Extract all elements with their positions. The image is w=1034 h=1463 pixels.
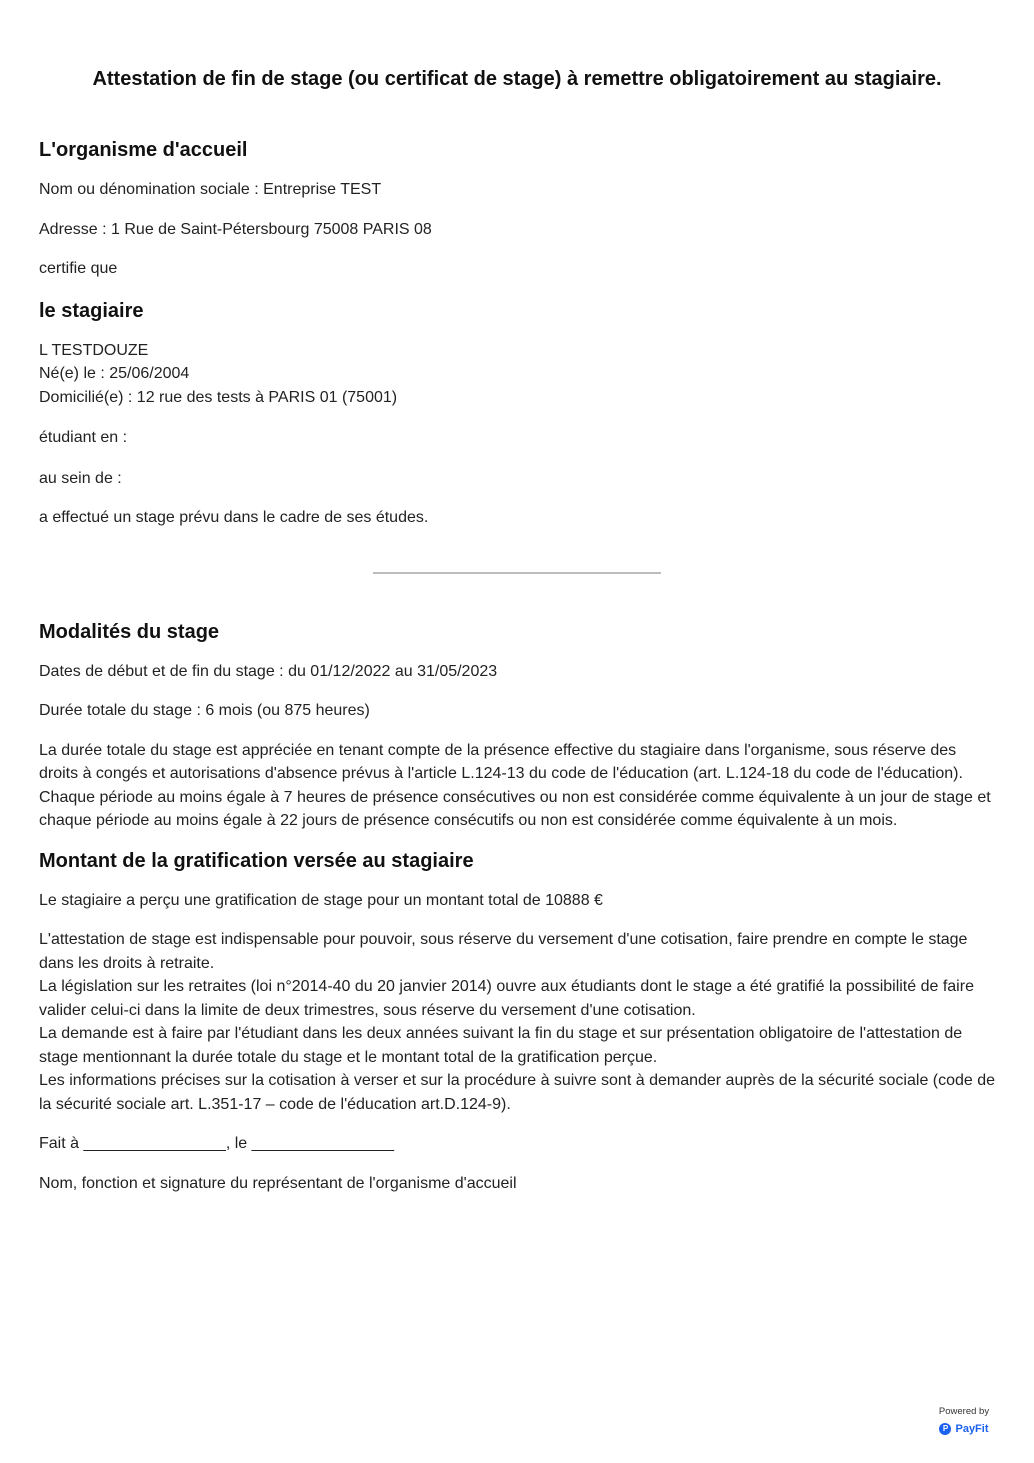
retraite-para-3: La demande est à faire par l'étudiant dans les deux années suivant la fin du stage et sur présentation obligatoire de l'attestation de stage mentionnant la durée totale du stage et le montant total de la gratification perçue. xyxy=(39,1025,963,1066)
gratification-heading: Montant de la gratification versée au stagiaire xyxy=(39,849,474,872)
stagiaire-section xyxy=(39,297,997,530)
organisme-adresse: Adresse : 1 Rue de Saint-Pétersbourg 75008 PARIS 08 xyxy=(39,220,432,238)
stagiaire-identity xyxy=(39,339,997,410)
organisme-section xyxy=(39,136,997,281)
retraite-para-1: L'attestation de stage est indispensable pour pouvoir, sous réserve du versement d'une cotisation, faire prendre en compte le stage dans les droits à retraite. xyxy=(39,931,968,972)
powered-by-label: Powered by xyxy=(938,1406,990,1417)
certifie-text: certifie que xyxy=(39,260,118,277)
document-title: Attestation de fin de stage (ou certificat de stage) à remettre obligatoirement au stagiaire. xyxy=(92,68,942,90)
retraite-para-2: La législation sur les retraites (loi n°2014-40 du 20 janvier 2014) ouvre aux étudiants dont le stage a été gratifié la possibilité de faire valider celui-ci dans la limite de deux trimestres, sous réserve du versement d'une cotisation. xyxy=(39,978,974,1019)
stagiaire-heading: le stagiaire xyxy=(39,299,144,322)
stage-dates: Dates de début et de fin du stage : du 01/12/2022 au 31/05/2023 xyxy=(39,662,498,680)
signature-section xyxy=(39,1132,997,1195)
section-divider xyxy=(373,572,661,574)
stage-duree: Durée totale du stage : 6 mois (ou 875 heures) xyxy=(39,702,370,719)
retraite-para-4: Les informations précises sur la cotisation à verser et sur la procédure à suivre sont à demander auprès de la sécurité sociale (code de la sécurité sociale art. L.351-17 – code de l'éducation art.D.124-9). xyxy=(39,1072,996,1113)
modalites-section xyxy=(39,618,997,833)
etudiant-en: étudiant en : xyxy=(39,429,128,446)
stage-effectue: a effectué un stage prévu dans le cadre de ses études. xyxy=(39,509,429,526)
organisme-heading: L'organisme d'accueil xyxy=(39,139,248,161)
payfit-logo xyxy=(939,1423,988,1435)
modalites-heading: Modalités du stage xyxy=(39,620,220,643)
organisme-nom: Nom ou dénomination sociale : Entreprise TEST xyxy=(39,181,382,198)
payfit-logo-icon: P xyxy=(939,1423,951,1435)
fait-a-line: Fait à ________________, le ________________ xyxy=(39,1135,394,1152)
stagiaire-birth: Né(e) le : 25/06/2004 xyxy=(39,365,190,382)
document-body xyxy=(39,136,997,1195)
stagiaire-address: Domicilié(e) : 12 rue des tests à PARIS 01 (75001) xyxy=(39,388,398,406)
gratification-section xyxy=(39,847,997,1117)
au-sein-de: au sein de : xyxy=(39,469,122,487)
gratification-montant: Le stagiaire a perçu une gratification de stage pour un montant total de 10888 € xyxy=(39,891,603,909)
powered-by-badge xyxy=(934,1406,994,1436)
payfit-brand-name: PayFit xyxy=(955,1423,989,1435)
retraite-info xyxy=(39,928,997,1116)
stagiaire-name: L TESTDOUZE xyxy=(39,341,149,359)
duree-explication: La durée totale du stage est appréciée en tenant compte de la présence effective du stagiaire dans l'organisme, sous réserve des droits à congés et autorisations d'absence prévus à l'article L.124-13 du code de l'éducation (art. L.124-18 du code de l'éducation). Chaque période au moins égale à 7 heures de présence consécutives ou non est considérée comme équivalente à un jour de stage et chaque période au moins égale à 22 jours de présence consécutifs ou non est considérée comme équivalente à un mois. xyxy=(39,741,991,829)
signature-label: Nom, fonction et signature du représentant de l'organisme d'accueil xyxy=(39,1174,517,1192)
